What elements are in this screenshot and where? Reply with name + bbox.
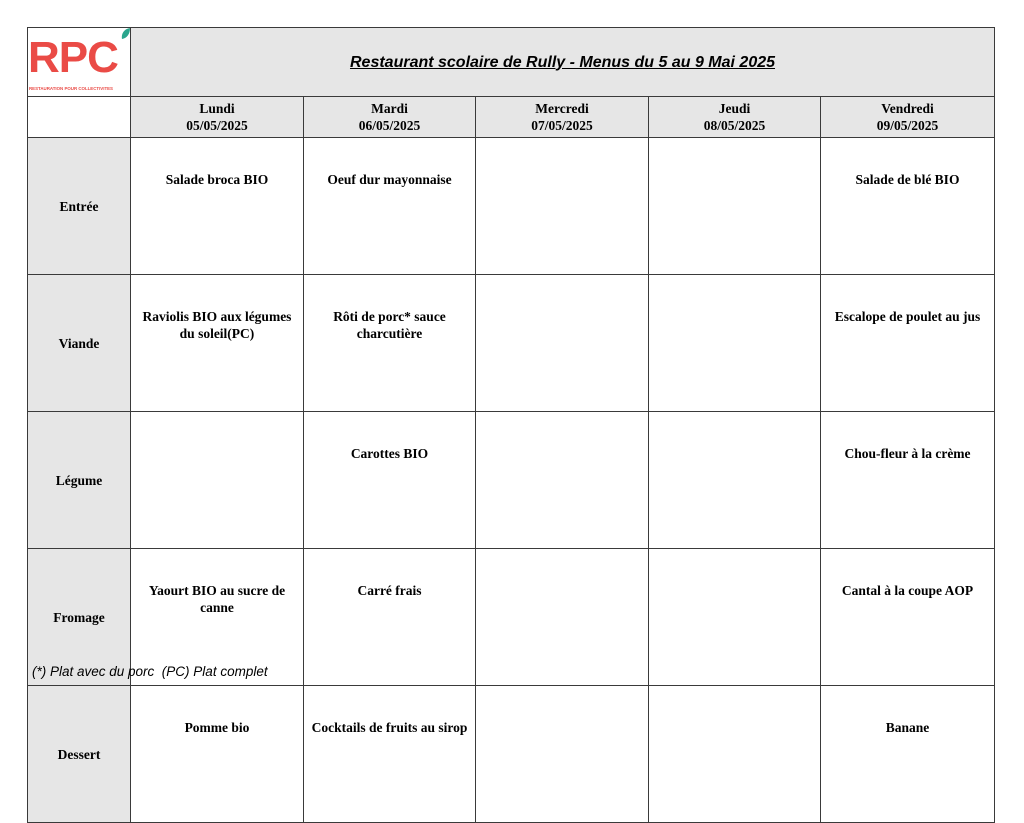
dish-cell	[304, 275, 476, 412]
dish-text: Chou-fleur à la crème	[844, 446, 971, 461]
day-header-row	[28, 97, 995, 138]
dish-cell	[131, 275, 304, 412]
dish-cell	[649, 549, 821, 686]
dish-cell	[304, 412, 476, 549]
dish-cell	[476, 138, 649, 275]
day-header-tuesday	[304, 97, 476, 138]
dish-cell	[304, 138, 476, 275]
dish-text: Raviolis BIO aux légumes du soleil(PC)	[142, 309, 292, 341]
dish-text: Carré frais	[357, 583, 422, 598]
day-date: 07/05/2025	[531, 118, 593, 133]
menu-row-legume	[28, 412, 995, 549]
dish-cell	[649, 686, 821, 823]
dish-cell	[476, 412, 649, 549]
day-name: Lundi	[199, 101, 235, 116]
day-name: Mardi	[371, 101, 408, 116]
dish-cell	[821, 549, 995, 686]
day-name: Mercredi	[535, 101, 589, 116]
dish-cell	[476, 275, 649, 412]
category-label: Dessert	[28, 686, 131, 823]
logo-letters: RPC	[28, 33, 118, 82]
dish-cell	[131, 412, 304, 549]
dish-cell	[476, 549, 649, 686]
dish-text: Salade de blé BIO	[855, 172, 960, 187]
day-header-friday	[821, 97, 995, 138]
dish-cell	[821, 275, 995, 412]
dish-cell	[131, 138, 304, 275]
day-date: 06/05/2025	[358, 118, 421, 133]
dish-cell	[821, 412, 995, 549]
day-date: 09/05/2025	[876, 118, 939, 133]
day-name: Jeudi	[718, 101, 751, 116]
dish-text: Escalope de poulet au jus	[834, 309, 981, 324]
day-header-thursday	[649, 97, 821, 138]
logo-cell	[28, 28, 131, 97]
menu-table	[27, 27, 995, 823]
dish-text: Banane	[885, 720, 930, 735]
title-row	[28, 28, 995, 97]
corner-cell	[28, 97, 131, 138]
category-label: Viande	[28, 275, 131, 412]
menu-row-viande	[28, 275, 995, 412]
category-label: Entrée	[28, 138, 131, 275]
dish-text: Carottes BIO	[350, 446, 429, 461]
category-label: Fromage	[28, 549, 131, 686]
day-header-monday	[131, 97, 304, 138]
menu-row-entree	[28, 138, 995, 275]
day-date: 08/05/2025	[703, 118, 766, 133]
page-title: Restaurant scolaire de Rully - Menus du 5 au 9 Mai 2025	[349, 53, 776, 71]
dish-text: Pomme bio	[184, 720, 250, 735]
title-cell	[131, 28, 995, 97]
menu-row-dessert	[28, 686, 995, 823]
dish-cell	[131, 686, 304, 823]
dish-text: Cantal à la coupe AOP	[841, 583, 974, 598]
dish-text: Salade broca BIO	[165, 172, 269, 187]
dish-cell	[649, 275, 821, 412]
dish-cell	[304, 686, 476, 823]
logo-subtitle: RESTAURATION POUR COLLECTIVITES	[29, 86, 113, 91]
dish-text: Cocktails de fruits au sirop	[311, 720, 468, 735]
day-date: 05/05/2025	[186, 118, 248, 133]
footnote: (*) Plat avec du porc (PC) Plat complet	[32, 664, 268, 679]
day-header-wednesday	[476, 97, 649, 138]
dish-text: Yaourt BIO au sucre de canne	[148, 583, 286, 615]
dish-text: Oeuf dur mayonnaise	[327, 172, 452, 187]
dish-text: Rôti de porc* sauce charcutière	[333, 309, 446, 341]
dish-cell	[304, 549, 476, 686]
category-label: Légume	[28, 412, 131, 549]
dish-cell	[649, 412, 821, 549]
dish-cell	[476, 686, 649, 823]
leaf-icon	[120, 28, 131, 40]
dish-cell	[821, 686, 995, 823]
dish-cell	[649, 138, 821, 275]
dish-cell	[821, 138, 995, 275]
rpc-logo	[28, 28, 131, 96]
day-name: Vendredi	[881, 101, 934, 116]
